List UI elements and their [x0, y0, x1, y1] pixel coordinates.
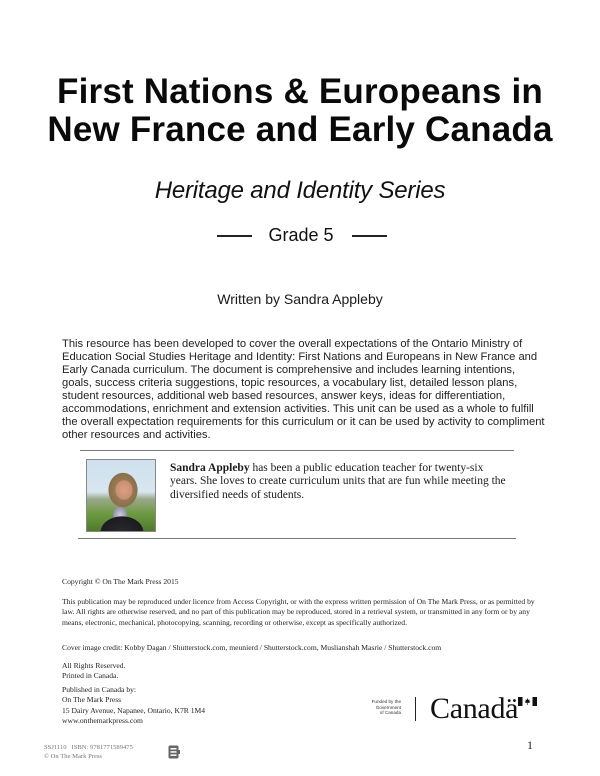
- footer-copyright: © On The Mark Press: [44, 752, 102, 760]
- publisher-website[interactable]: www.onthemarkpress.com: [62, 715, 143, 725]
- canada-flag-icon: [518, 697, 537, 706]
- published-by: Published in Canada by:: [62, 685, 137, 694]
- funded-by-text: [360, 699, 401, 716]
- funding-divider: [415, 697, 416, 721]
- grade-label: Grade 5: [268, 225, 334, 245]
- funded-line-2: Government: [375, 704, 401, 710]
- page-number: 1: [527, 738, 533, 752]
- rights-reserved: All Rights Reserved.: [62, 661, 126, 670]
- copyright-line: Copyright © On The Mark Press 2015: [62, 577, 179, 586]
- footer-isbn: SSJ1110 ISBN: 9781771589475: [44, 744, 133, 751]
- left-dash-divider: [217, 235, 252, 237]
- canada-wordmark: Canadä: [430, 692, 519, 725]
- publisher-address: 15 Dairy Avenue, Napanee, Ontario, K7R 1M4: [62, 705, 206, 715]
- funded-line-1: Funded by the: [371, 699, 401, 704]
- series-subtitle: Heritage and Identity Series: [154, 177, 446, 204]
- funded-line-3: of Canada: [379, 710, 401, 716]
- publisher-name: On The Mark Press: [62, 695, 122, 705]
- author-bio: [170, 462, 510, 502]
- cover-image-credit: Cover image credit: Kobby Dagan / Shutterstock.com, meunierd / Shutterstock.com, Muslianshah Masrie / Shutterstock.com: [62, 643, 442, 652]
- author-photo: [86, 459, 156, 532]
- author-bio-name: Sandra Appleby: [170, 462, 250, 474]
- author-line: Written by Sandra Appleby: [217, 291, 383, 307]
- bio-bottom-rule: [78, 538, 516, 539]
- publisher-block: [62, 685, 205, 726]
- intro-paragraph: This resource has been developed to cover the overall expectations of the Ontario Ministry of Education Social Studies Heritage and Identity: First Nations and Europeans in New France and Early Canada curriculum. The document is comprehensive and includes learning intentions, goals, success criteria suggestions, topic resources, a vocabulary list, detailed lesson plans, student resources, additional web based resources, answer keys, ideas for differentiation, accommodations, enrichment and extension activities. This unit can be used as a whole to fulfill the overall expectation requirements for this curriculum or it can be used by activity to compliment other resources and activities.: [62, 338, 545, 441]
- grade-row: [0, 222, 600, 248]
- bio-top-rule: [80, 450, 514, 451]
- document-icon: [168, 745, 180, 759]
- printed-in: Printed in Canada.: [62, 671, 119, 681]
- author-bio-text: has been a public education teacher for twenty-six years. She loves to create curriculum units that are fun while meeting the diversified needs of students.: [170, 462, 506, 501]
- footer-code: [44, 744, 133, 761]
- right-dash-divider: [352, 235, 387, 237]
- title-line-1: First Nations & Europeans in: [57, 72, 543, 111]
- license-paragraph: This publication may be reproduced under licence from Access Copyright, or with the express written permission of On The Mark Press, or as permitted by law. All rights are otherwise reserved, and no part of this publication may be reproduced, stored in a retrieval system, or transmitted in any form or by any means, electronic, mechanical, photocopying, scanning, recording or otherwise, except as specifically authorized.: [62, 597, 535, 627]
- title-line-2: New France and Early Canada: [47, 110, 553, 149]
- rights-block: [62, 661, 126, 682]
